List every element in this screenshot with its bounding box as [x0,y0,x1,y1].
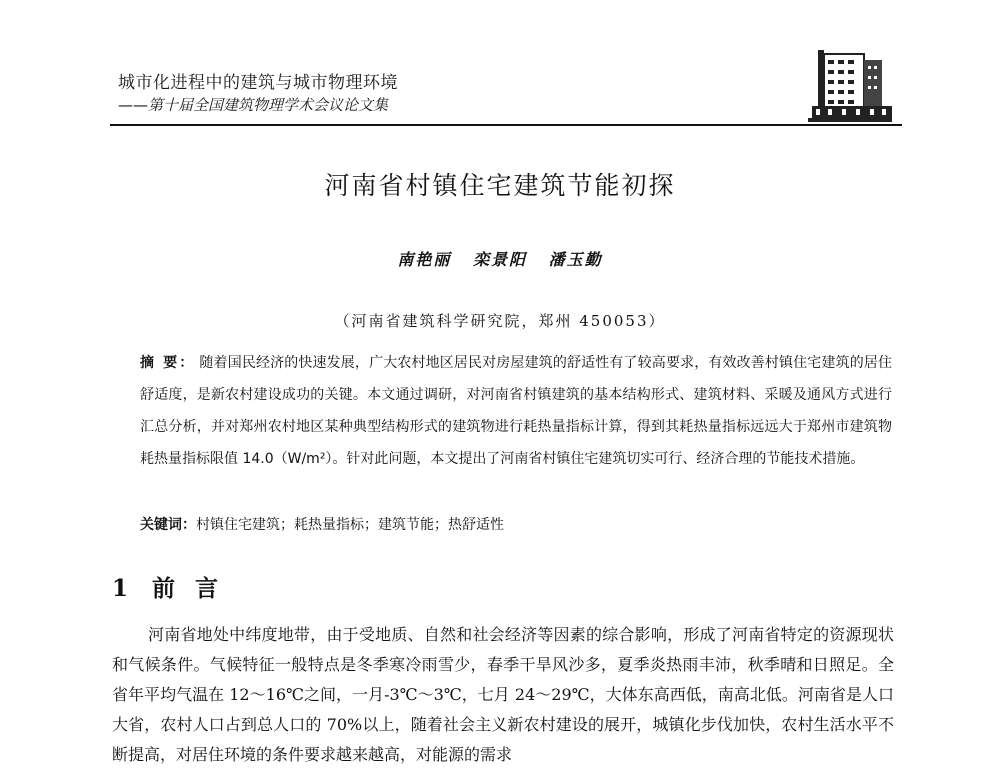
paper-title: 河南省村镇住宅建筑节能初探 [324,171,676,200]
keywords-label: 关键词： [140,517,196,533]
book-subtitle: ——第十届全国建筑物理学术会议论文集 [118,96,389,114]
section-title: 前 言 [152,575,225,602]
header-rule [110,124,902,126]
keywords [140,513,892,537]
section-number: 1 [112,575,135,602]
abstract [140,347,892,475]
paper-authors: 南艳丽 栾景阳 潘玉勤 [397,250,603,269]
keywords-text: 村镇住宅建筑；耗热量指标；建筑节能；热舒适性 [196,517,504,533]
paper-affiliation: （河南省建筑科学研究院，郑州 450053） [334,312,666,330]
abstract-text: 随着国民经济的快速发展，广大农村地区居民对房屋建筑的舒适性有了较高要求，有效改善村镇住宅建筑的居住舒适度，是新农村建设成功的关键。本文通过调研，对河南省村镇建筑的基本结构形式、建筑材料、采暖及通风方式进行汇总分析，并对郑州农村地区某种典型结构形式的建筑物进行耗热量指标计算，得到其耗热量指标远远大于郑州市建筑物耗热量指标限值 14.0（W/m²）。针对此问题，本文提出了河南省村镇住宅建筑切实可行、经济合理的节能技术措施。 [140,355,892,467]
book-title: 城市化进程中的建筑与城市物理环境 [118,73,398,93]
abstract-label: 摘 要： [140,355,196,371]
building-logo-icon [808,46,892,124]
section-heading [112,570,224,603]
body-paragraph: 河南省地处中纬度地带，由于受地质、自然和社会经济等因素的综合影响，形成了河南省特定的资源现状和气候条件。气候特征一般特点是冬季寒冷雨雪少，春季干旱风沙多，夏季炎热雨丰沛，秋季晴和日照足。全省年平均气温在 12～16℃之间，一月-3℃～3℃，七月 24～29℃，大体东高西低，南高北低。河南省是人口大省，农村人口占到总人口的 70%以上，随着社会主义新农村建设的展开，城镇化步伐加快，农村生活水平不断提高，对居住环境的条件要求越来越高，对能源的需求 [112,625,894,764]
